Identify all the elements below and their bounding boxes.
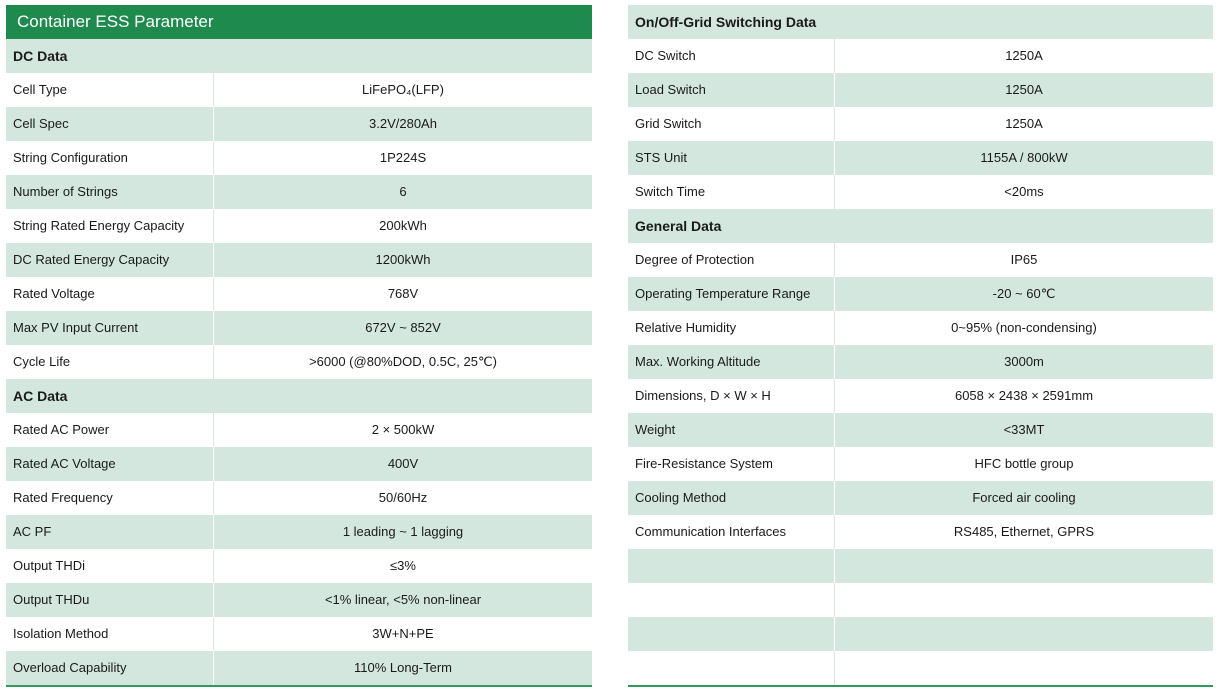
table-row bbox=[6, 413, 592, 447]
row-value: <33MT bbox=[1003, 422, 1045, 437]
row-value bbox=[835, 549, 1213, 583]
row-value: 1 leading ~ 1 lagging bbox=[342, 524, 464, 539]
row-value bbox=[835, 651, 1213, 685]
row-label bbox=[628, 651, 835, 685]
row-label: Load Switch bbox=[628, 73, 835, 107]
row-value: 1P224S bbox=[379, 150, 427, 165]
table-row bbox=[628, 175, 1213, 209]
table-row bbox=[6, 209, 592, 243]
row-label: Rated AC Power bbox=[6, 413, 214, 447]
row-value: 3W+N+PE bbox=[372, 626, 434, 641]
row-value: <1% linear, <5% non-linear bbox=[324, 592, 482, 607]
table-row bbox=[628, 243, 1213, 277]
switching-and-general-data-table bbox=[628, 5, 1213, 687]
table-row bbox=[628, 379, 1213, 413]
row-label: Overload Capability bbox=[6, 651, 214, 685]
row-value: 6 bbox=[399, 184, 407, 199]
table-row bbox=[6, 175, 592, 209]
row-value: 400V bbox=[387, 456, 419, 471]
row-value: 6058 × 2438 × 2591mm bbox=[954, 388, 1094, 403]
row-label: Dimensions, D × W × H bbox=[628, 379, 835, 413]
table-row bbox=[6, 481, 592, 515]
table-bottom-rule bbox=[628, 685, 1213, 687]
table-row bbox=[628, 515, 1213, 549]
row-label: DC Switch bbox=[628, 39, 835, 73]
table-row bbox=[628, 413, 1213, 447]
table-row bbox=[6, 651, 592, 685]
row-value: <20ms bbox=[1004, 184, 1044, 199]
row-label: Cell Type bbox=[6, 73, 214, 107]
table-row bbox=[628, 447, 1213, 481]
container-ess-parameter-table bbox=[6, 5, 592, 687]
section-heading-switching-data: On/Off-Grid Switching Data bbox=[628, 5, 1213, 39]
row-value: 200kWh bbox=[379, 218, 427, 233]
row-value: LiFePO₄(LFP) bbox=[362, 82, 444, 97]
table-bottom-rule bbox=[6, 685, 592, 687]
row-value: ≤3% bbox=[390, 558, 416, 573]
row-label: Weight bbox=[628, 413, 835, 447]
row-label: DC Rated Energy Capacity bbox=[6, 243, 214, 277]
table-row bbox=[6, 345, 592, 379]
section-heading-general-data: General Data bbox=[628, 209, 1213, 243]
table-row bbox=[6, 243, 592, 277]
row-label: Communication Interfaces bbox=[628, 515, 835, 549]
row-value: 50/60Hz bbox=[378, 490, 428, 505]
row-label: Output THDi bbox=[6, 549, 214, 583]
table-row bbox=[6, 447, 592, 481]
table-row bbox=[628, 39, 1213, 73]
row-label: Switch Time bbox=[628, 175, 835, 209]
table-row bbox=[628, 277, 1213, 311]
row-label: Number of Strings bbox=[6, 175, 214, 209]
row-value bbox=[835, 583, 1213, 617]
row-label: Output THDu bbox=[6, 583, 214, 617]
row-label: Rated Frequency bbox=[6, 481, 214, 515]
table-title: Container ESS Parameter bbox=[6, 5, 592, 39]
row-label: Max PV Input Current bbox=[6, 311, 214, 345]
row-value: 1250A bbox=[1005, 48, 1043, 63]
row-value: 110% Long-Term bbox=[353, 660, 453, 675]
row-label bbox=[628, 549, 835, 583]
row-label: Cooling Method bbox=[628, 481, 835, 515]
table-row bbox=[6, 311, 592, 345]
table-row bbox=[628, 311, 1213, 345]
section-heading-dc-data: DC Data bbox=[6, 39, 592, 73]
row-label: Cell Spec bbox=[6, 107, 214, 141]
row-value: 1155A / 800kW bbox=[980, 150, 1068, 165]
row-label: Rated Voltage bbox=[6, 277, 214, 311]
row-value: 672V ~ 852V bbox=[365, 320, 441, 335]
table-row bbox=[628, 73, 1213, 107]
row-label: String Configuration bbox=[6, 141, 214, 175]
table-row bbox=[6, 107, 592, 141]
row-value: 0~95% (non-condensing) bbox=[951, 320, 1097, 335]
row-value: 3000m bbox=[1004, 354, 1044, 369]
row-value: 3.2V/280Ah bbox=[369, 116, 437, 131]
row-value: IP65 bbox=[1010, 252, 1038, 267]
row-label: Max. Working Altitude bbox=[628, 345, 835, 379]
table-row bbox=[6, 141, 592, 175]
row-label: STS Unit bbox=[628, 141, 835, 175]
section-heading-ac-data: AC Data bbox=[6, 379, 592, 413]
row-label: Cycle Life bbox=[6, 345, 214, 379]
table-row bbox=[6, 617, 592, 651]
table-row-empty bbox=[628, 549, 1213, 583]
row-label: Fire-Resistance System bbox=[628, 447, 835, 481]
row-value: 768V bbox=[387, 286, 419, 301]
table-row-empty bbox=[628, 617, 1213, 651]
row-value: 2 × 500kW bbox=[371, 422, 435, 437]
row-label: Relative Humidity bbox=[628, 311, 835, 345]
table-row bbox=[6, 549, 592, 583]
row-label bbox=[628, 583, 835, 617]
row-value: 1250A bbox=[1005, 82, 1043, 97]
table-row bbox=[6, 515, 592, 549]
table-row bbox=[6, 583, 592, 617]
row-value: -20 ~ 60℃ bbox=[992, 286, 1056, 301]
row-label: Operating Temperature Range bbox=[628, 277, 835, 311]
row-value: RS485, Ethernet, GPRS bbox=[953, 524, 1095, 539]
table-row bbox=[628, 107, 1213, 141]
table-row bbox=[628, 141, 1213, 175]
row-label: Rated AC Voltage bbox=[6, 447, 214, 481]
row-label bbox=[628, 617, 835, 651]
row-label: Grid Switch bbox=[628, 107, 835, 141]
row-value: Forced air cooling bbox=[972, 490, 1076, 505]
row-label: Degree of Protection bbox=[628, 243, 835, 277]
table-row-empty bbox=[628, 651, 1213, 685]
row-value bbox=[835, 617, 1213, 651]
row-label: Isolation Method bbox=[6, 617, 214, 651]
table-row bbox=[6, 73, 592, 107]
table-row bbox=[628, 481, 1213, 515]
row-value: 1250A bbox=[1005, 116, 1043, 131]
table-row-empty bbox=[628, 583, 1213, 617]
row-value: >6000 (@80%DOD, 0.5C, 25℃) bbox=[309, 354, 497, 369]
row-value: 1200kWh bbox=[375, 252, 431, 267]
row-label: String Rated Energy Capacity bbox=[6, 209, 214, 243]
table-row bbox=[628, 345, 1213, 379]
row-value: HFC bottle group bbox=[974, 456, 1074, 471]
row-label: AC PF bbox=[6, 515, 214, 549]
table-row bbox=[6, 277, 592, 311]
